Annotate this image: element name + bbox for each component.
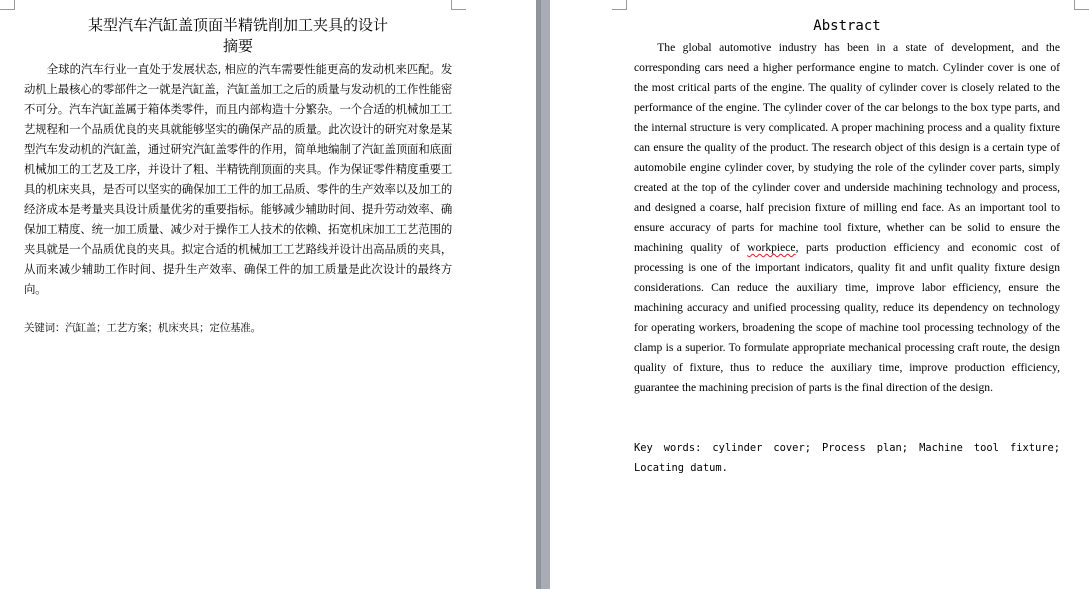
chinese-abstract-body: 全球的汽车行业一直处于发展状态, 相应的汽车需要性能更高的发动机来匹配。发动机上最核心的零部件之一就是汽缸盖，汽缸盖加工之后的质量与发动机的工作性能密不可分。汽车汽缸盖属于箱体类零件，而且内部构造十分繁杂。一个合适的机械加工工艺规程和一个品质优良的夹具就能够坚实的确保产品的质量。此次设计的研究对象是某型汽车发动机的汽缸盖，通过研究汽缸盖零件的作用，简单地编制了汽缸盖顶面和底面机械加工的工艺及工序，并设计了粗、半精铣削顶面的夹具。作为保证零件精度重要工具的机床夹具，是否可以坚实的确保加工工件的加工品质、零件的生产效率以及加工的经济成本是考量夹具设计质量优劣的重要指标。能够减少辅助时间、提升劳动效率、确保加工精度、统一加工质量、减少对于操作工人技术的依赖、拓宽机床加工工艺范围的夹具就是一个品质优良的夹具。拟定合适的机械加工工艺路线并设计出高品质的夹具，从而来减少辅助工作时间、提升生产效率、确保工件的加工质量是此次设计的最终方向。 (24, 62, 452, 296)
left-document-page (0, 0, 536, 589)
spellcheck-flagged-word[interactable]: workpiece (747, 241, 796, 254)
abstract-text-part: The global automotive industry has been in a state of development, and the corresponding cars need a higher performance engine to match. Cylinder cover is one of the most critical parts of the engine. The quality of cylinder cover is closely related to the performance of the engine. The cylinder cover of the car belongs to the box type parts, and the internal structure is very complicated. A proper machining process and a quality fixture can ensure the quality of the product. The research object of this design is a certain type of automobile engine cylinder cover, by studying the role of the cylinder cover parts, simply created at the top of the cylinder cover and underside machining technology and process, and designed a coarse, half precision fixture of milling end face. As an important tool to ensure accuracy of parts for machine tool fixture, whether can be solid to ensure the machining quality of (634, 41, 1060, 254)
abstract-text-part: , parts production efficiency and economic cost of processing is one of the important indicators, quality fit and unfit quality fixture design considerations. Can reduce the auxiliary time, improve labor efficiency, ensure the machining accuracy and unified processing quality, reduce its dependency on technology for operating workers, broadening the scope of machine tool processing technology of the clamp is a superior. To formulate appropriate mechanical processing craft route, the design quality of fixture, thus to reduce the auxiliary time, improve production efficiency, guarantee the machining precision of parts is the final direction of the design. (634, 241, 1060, 394)
right-document-page (550, 0, 1089, 589)
page-gutter-shadow (536, 0, 541, 589)
page-corner-mark (0, 0, 15, 10)
english-keywords: Key words: cylinder cover; Process plan; Machine tool fixture; Locating datum. (634, 442, 1060, 474)
english-abstract-body (634, 38, 1060, 398)
abstract-heading: Abstract (813, 18, 881, 34)
page-corner-mark (451, 0, 466, 10)
chinese-keywords: 关键词：汽缸盖；工艺方案；机床夹具；定位基准。 (24, 322, 261, 334)
chinese-abstract-heading: 摘要 (222, 37, 253, 55)
chinese-title: 某型汽车汽缸盖顶面半精铣削加工夹具的设计 (87, 16, 388, 34)
page-corner-mark (1074, 0, 1089, 10)
page-corner-mark (612, 0, 627, 10)
